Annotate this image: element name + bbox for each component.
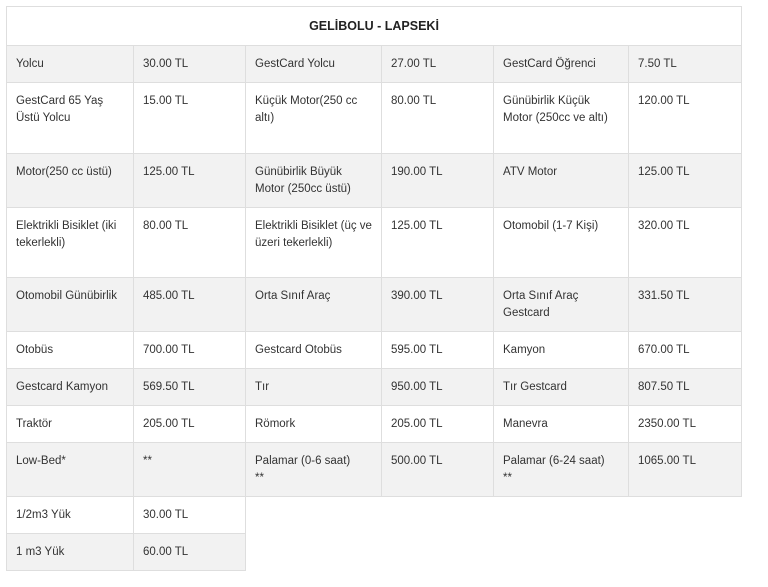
table-row [7, 278, 742, 332]
item-label: Orta Sınıf Araç [246, 278, 382, 332]
table-row [7, 154, 742, 208]
table-row [7, 369, 742, 406]
item-label: Günübirlik Küçük Motor (250cc ve altı) [494, 83, 629, 154]
item-price: 320.00 TL [629, 208, 742, 278]
item-price: 125.00 TL [382, 208, 494, 278]
item-price: 27.00 TL [382, 46, 494, 83]
item-label: GestCard Öğrenci [494, 46, 629, 83]
item-label: ATV Motor [494, 154, 629, 208]
table-header-row [7, 7, 742, 46]
item-price: 120.00 TL [629, 83, 742, 154]
item-price: 15.00 TL [134, 83, 246, 154]
table-row [7, 497, 742, 534]
table-row [7, 534, 742, 571]
item-price: 700.00 TL [134, 332, 246, 369]
item-price: 807.50 TL [629, 369, 742, 406]
item-label: Manevra [494, 406, 629, 443]
item-price: 500.00 TL [382, 443, 494, 497]
item-label: 1 m3 Yük [7, 534, 134, 571]
item-label: Low-Bed* [7, 443, 134, 497]
empty-cell [246, 497, 742, 534]
table-row [7, 83, 742, 154]
table-row [7, 406, 742, 443]
item-price: 205.00 TL [382, 406, 494, 443]
item-label: Palamar (0-6 saat) ** [246, 443, 382, 497]
item-label: Tır Gestcard [494, 369, 629, 406]
item-price: ** [134, 443, 246, 497]
item-label: Orta Sınıf Araç Gestcard [494, 278, 629, 332]
item-label: Gestcard Kamyon [7, 369, 134, 406]
table-row [7, 332, 742, 369]
item-label: Kamyon [494, 332, 629, 369]
table-row [7, 208, 742, 278]
item-label: Günübirlik Büyük Motor (250cc üstü) [246, 154, 382, 208]
item-price: 331.50 TL [629, 278, 742, 332]
item-label: Otomobil (1-7 Kişi) [494, 208, 629, 278]
item-label: Yolcu [7, 46, 134, 83]
item-price: 390.00 TL [382, 278, 494, 332]
item-label: GestCard Yolcu [246, 46, 382, 83]
item-price: 485.00 TL [134, 278, 246, 332]
table-row [7, 443, 742, 497]
item-label: Otomobil Günübirlik [7, 278, 134, 332]
table-row [7, 46, 742, 83]
item-label: Tır [246, 369, 382, 406]
item-label: Elektrikli Bisiklet (üç ve üzeri tekerlekli) [246, 208, 382, 278]
item-price: 80.00 TL [134, 208, 246, 278]
item-price: 2350.00 TL [629, 406, 742, 443]
item-label: Motor(250 cc üstü) [7, 154, 134, 208]
item-price: 30.00 TL [134, 497, 246, 534]
item-price: 670.00 TL [629, 332, 742, 369]
item-price: 205.00 TL [134, 406, 246, 443]
item-label: 1/2m3 Yük [7, 497, 134, 534]
item-price: 30.00 TL [134, 46, 246, 83]
table-title: GELİBOLU - LAPSEKİ [7, 7, 742, 46]
item-price: 125.00 TL [629, 154, 742, 208]
item-label: Traktör [7, 406, 134, 443]
item-label: Römork [246, 406, 382, 443]
item-price: 60.00 TL [134, 534, 246, 571]
item-label: Gestcard Otobüs [246, 332, 382, 369]
fare-table [6, 6, 742, 571]
item-label: GestCard 65 Yaş Üstü Yolcu [7, 83, 134, 154]
item-label: Otobüs [7, 332, 134, 369]
item-label: Elektrikli Bisiklet (iki tekerlekli) [7, 208, 134, 278]
item-price: 125.00 TL [134, 154, 246, 208]
item-price: 569.50 TL [134, 369, 246, 406]
item-price: 595.00 TL [382, 332, 494, 369]
item-price: 950.00 TL [382, 369, 494, 406]
item-price: 190.00 TL [382, 154, 494, 208]
item-label: Palamar (6-24 saat) ** [494, 443, 629, 497]
item-price: 7.50 TL [629, 46, 742, 83]
empty-cell [246, 534, 742, 571]
item-label: Küçük Motor(250 cc altı) [246, 83, 382, 154]
item-price: 1065.00 TL [629, 443, 742, 497]
item-price: 80.00 TL [382, 83, 494, 154]
